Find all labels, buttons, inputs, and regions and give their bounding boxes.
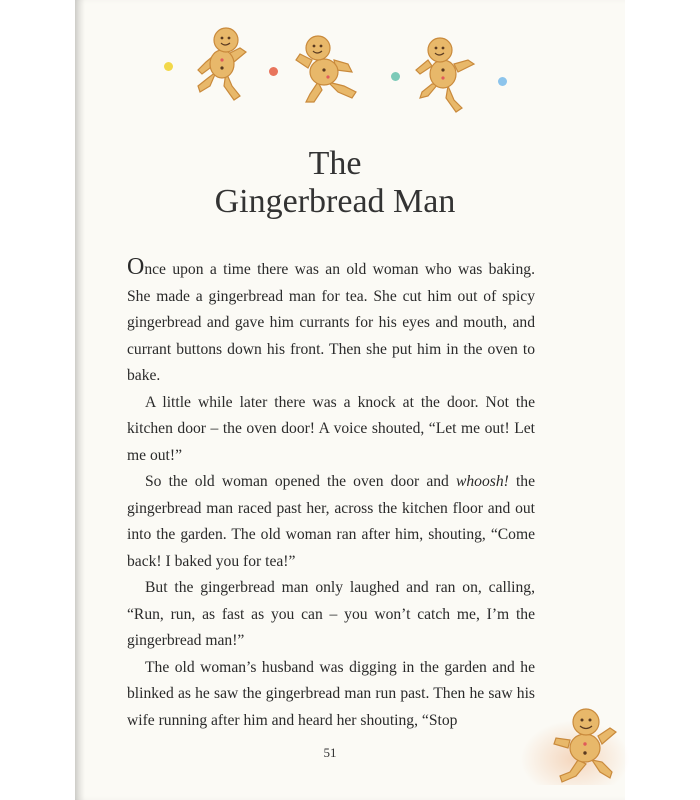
story-title-line2: Gingerbread Man bbox=[214, 183, 456, 220]
paragraph-text: So the old woman opened the oven door and bbox=[145, 473, 456, 490]
paragraph-text: the gingerbread man raced past her, across the kitchen floor and out into the garden. The old woman ran after him, shouting, “Come back! I baked you for tea!” bbox=[127, 473, 536, 570]
paragraph bbox=[127, 254, 535, 390]
story-title-line1: The bbox=[308, 145, 362, 182]
paragraph: A little while later there was a knock at the door. Not the kitchen door – the oven door! A voice shouted, “Let me out! Let me out!” bbox=[127, 393, 535, 464]
gingerbread-man-illustration bbox=[288, 30, 368, 108]
paragraph: The old woman’s husband was digging in the garden and he blinked as he saw the gingerbread man run past. Then he saw his wife running after him and heard her shouting, “Stop bbox=[127, 658, 535, 729]
page-number: 51 bbox=[323, 745, 337, 760]
red-dot bbox=[269, 67, 278, 76]
blue-dot bbox=[498, 77, 507, 86]
story-body bbox=[127, 254, 536, 734]
paragraph: But the gingerbread man only laughed and ran on, calling, “Run, run, as fast as you can – you won’t catch me, I’m the gingerbread man!” bbox=[127, 579, 535, 649]
yellow-dot bbox=[164, 62, 173, 71]
paragraph-text: nce upon a time there was an old woman who was baking. She made a gingerbread man for tea. She cut him out of spicy gingerbread and gave him currants for his eyes and mouth, and currant buttons down his front. Then she put him in the oven to bake. bbox=[127, 261, 535, 384]
drop-cap: O bbox=[127, 254, 145, 280]
paragraph bbox=[127, 469, 535, 575]
gingerbread-man-illustration bbox=[188, 24, 258, 104]
emphasis-text: whoosh! bbox=[455, 473, 509, 490]
gingerbread-man-illustration bbox=[410, 34, 485, 114]
gingerbread-man-illustration bbox=[548, 702, 628, 787]
page-fold-shadow bbox=[75, 0, 85, 800]
teal-dot bbox=[391, 72, 400, 81]
